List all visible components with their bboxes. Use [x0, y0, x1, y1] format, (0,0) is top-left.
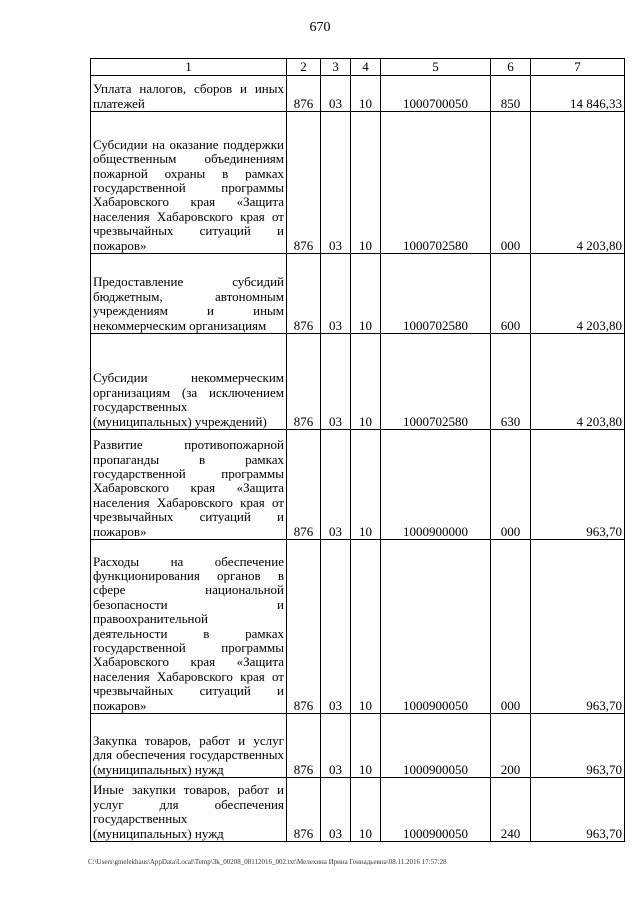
row-ministry-code: 876	[287, 254, 321, 334]
row-subsection-code: 10	[351, 714, 381, 778]
row-name: Расходы на обеспечение функционирования органов в сфере национальной безопасности и правоохранительной деятельности в рамках государственной программы Хабаровского края «Защита населения Хабаровского края от чрезвычайных ситуаций и пожаров»	[91, 540, 287, 714]
row-section-code: 03	[321, 76, 351, 112]
table-row	[91, 254, 625, 334]
row-name: Субсидии некоммерческим организациям (за исключением государственных (муниципальных) учреждений)	[91, 334, 287, 430]
row-subsection-code: 10	[351, 254, 381, 334]
row-target-article: 1000900050	[381, 714, 491, 778]
row-name: Развитие противопожарной пропаганды в рамках государственной программы Хабаровского края «Защита населения Хабаровского края от чрезвычайных ситуаций и пожаров»	[91, 430, 287, 540]
row-target-article: 1000702580	[381, 112, 491, 254]
row-amount: 4 203,80	[531, 254, 625, 334]
table-row	[91, 714, 625, 778]
row-expense-type: 240	[491, 778, 531, 842]
row-target-article: 1000900050	[381, 540, 491, 714]
header-col-4: 4	[351, 59, 381, 76]
row-subsection-code: 10	[351, 540, 381, 714]
table-row	[91, 430, 625, 540]
row-subsection-code: 10	[351, 778, 381, 842]
row-section-code: 03	[321, 430, 351, 540]
row-ministry-code: 876	[287, 430, 321, 540]
row-amount: 4 203,80	[531, 334, 625, 430]
row-name: Закупка товаров, работ и услуг для обеспечения государственных (муниципальных) нужд	[91, 714, 287, 778]
budget-table	[90, 58, 625, 842]
row-section-code: 03	[321, 112, 351, 254]
table-row	[91, 778, 625, 842]
row-expense-type: 850	[491, 76, 531, 112]
row-amount: 963,70	[531, 778, 625, 842]
row-subsection-code: 10	[351, 112, 381, 254]
row-section-code: 03	[321, 714, 351, 778]
row-target-article: 1000702580	[381, 254, 491, 334]
row-target-article: 1000702580	[381, 334, 491, 430]
header-col-1: 1	[91, 59, 287, 76]
row-section-code: 03	[321, 778, 351, 842]
row-subsection-code: 10	[351, 334, 381, 430]
row-expense-type: 000	[491, 540, 531, 714]
row-name: Уплата налогов, сборов и иных платежей	[91, 76, 287, 112]
header-col-2: 2	[287, 59, 321, 76]
row-ministry-code: 876	[287, 714, 321, 778]
table-row	[91, 112, 625, 254]
row-ministry-code: 876	[287, 76, 321, 112]
header-col-7: 7	[531, 59, 625, 76]
row-section-code: 03	[321, 254, 351, 334]
row-amount: 963,70	[531, 714, 625, 778]
row-target-article: 1000700050	[381, 76, 491, 112]
row-ministry-code: 876	[287, 540, 321, 714]
header-col-6: 6	[491, 59, 531, 76]
row-ministry-code: 876	[287, 778, 321, 842]
row-expense-type: 000	[491, 430, 531, 540]
row-amount: 4 203,80	[531, 112, 625, 254]
page-number: 670	[309, 20, 331, 35]
row-amount: 963,70	[531, 540, 625, 714]
row-ministry-code: 876	[287, 334, 321, 430]
row-expense-type: 000	[491, 112, 531, 254]
row-target-article: 1000900000	[381, 430, 491, 540]
row-subsection-code: 10	[351, 430, 381, 540]
row-subsection-code: 10	[351, 76, 381, 112]
table-header-row	[91, 59, 625, 76]
row-expense-type: 600	[491, 254, 531, 334]
row-target-article: 1000900050	[381, 778, 491, 842]
row-section-code: 03	[321, 540, 351, 714]
row-expense-type: 200	[491, 714, 531, 778]
table-row	[91, 540, 625, 714]
table-row	[91, 76, 625, 112]
row-name: Субсидии на оказание поддержки общественным объединениям пожарной охраны в рамках государственной программы Хабаровского края «Защита населения Хабаровского края от чрезвычайных ситуаций и пожаров»	[91, 112, 287, 254]
row-amount: 14 846,33	[531, 76, 625, 112]
document-footer-path: C:\Users\gmelekhaus\AppData\Local\Temp\3k_00208_08112016_002.txt\Мелехина Ирина Геннадьевна\08.11.2016 17:57:28	[88, 858, 447, 866]
row-section-code: 03	[321, 334, 351, 430]
row-expense-type: 630	[491, 334, 531, 430]
header-col-3: 3	[321, 59, 351, 76]
row-ministry-code: 876	[287, 112, 321, 254]
header-col-5: 5	[381, 59, 491, 76]
table-row	[91, 334, 625, 430]
row-name: Иные закупки товаров, работ и услуг для обеспечения государственных (муниципальных) нужд	[91, 778, 287, 842]
row-name: Предоставление субсидий бюджетным, автономным учреждениям и иным некоммерческим организациям	[91, 254, 287, 334]
row-amount: 963,70	[531, 430, 625, 540]
